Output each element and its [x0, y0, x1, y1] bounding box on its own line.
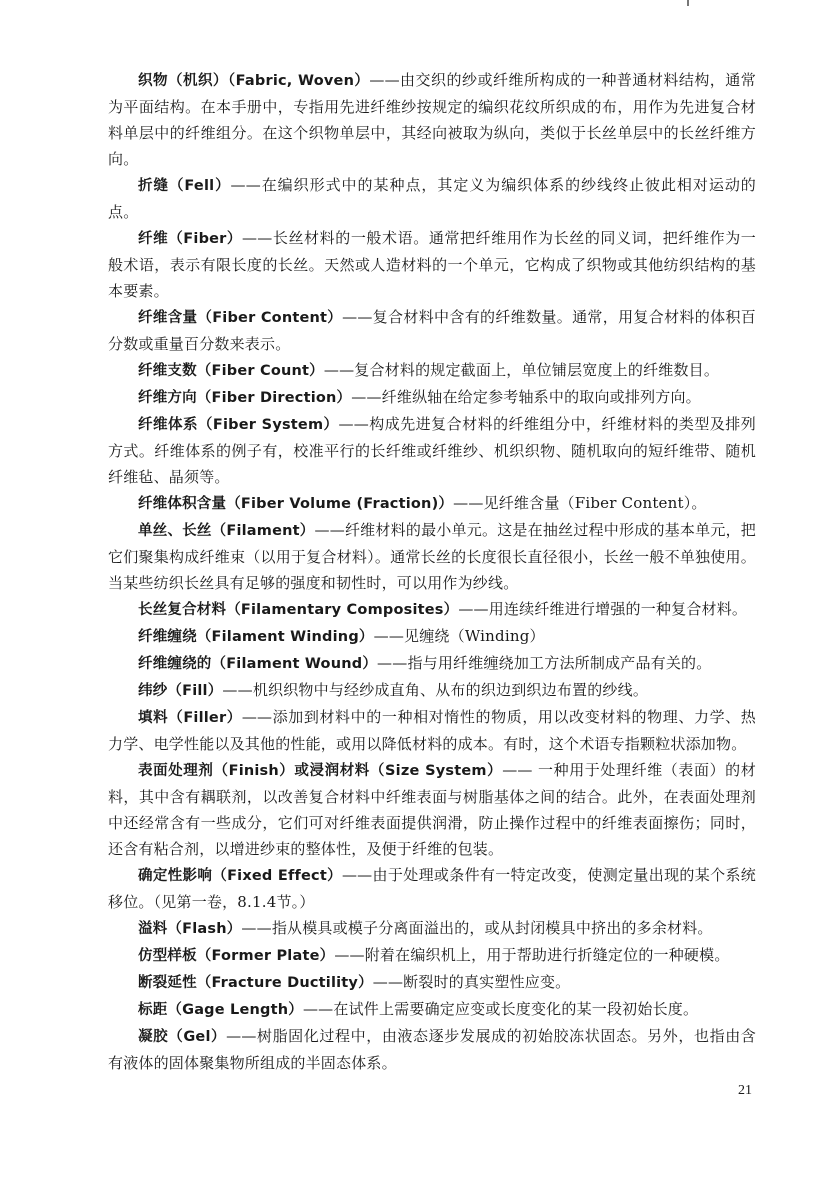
entry-term: 填料（Filler） — [138, 710, 242, 726]
glossary-page — [108, 67, 756, 1076]
glossary-entry-filler — [108, 704, 756, 757]
glossary-entry-filament-wound — [108, 650, 756, 677]
glossary-entry-filamentary-composites — [108, 596, 756, 623]
entry-term: 溢料（Flash） — [138, 921, 242, 937]
entry-definition: ——纤维纵轴在给定参考轴系中的取向或排列方向。 — [351, 388, 701, 406]
glossary-entry-fill — [108, 677, 756, 704]
entry-term: 纤维方向（Fiber Direction） — [138, 390, 352, 406]
entry-term: 确定性影响（Fixed Effect） — [138, 868, 342, 884]
glossary-entry-fiber-direction — [108, 384, 756, 411]
glossary-entry-flash — [108, 915, 756, 942]
glossary-entry-fiber-count — [108, 357, 756, 384]
entry-definition: ——见缠绕（Winding） — [373, 627, 545, 645]
entry-definition: ——树脂固化过程中，由液态逐步发展成的初始胶冻状固态。另外，也指由含有液体的固体聚集物所组成的半固态体系。 — [108, 1027, 757, 1072]
entry-definition: ——附着在编织机上，用于帮助进行折缝定位的一种硬模。 — [334, 946, 730, 964]
entry-term: 仿型样板（Former Plate） — [138, 948, 335, 964]
page-number: 21 — [738, 1083, 752, 1098]
glossary-entry-finish — [108, 757, 756, 862]
entry-term: 长丝复合材料（Filamentary Composites） — [138, 602, 459, 618]
glossary-entry-fabric-woven — [108, 67, 756, 172]
entry-definition: —— 一种用于处理纤维（表面）的材料，其中含有耦联剂，以改善复合材料中纤维表面与树脂基体之间的结合。此外，在表面处理剂中还经常含有一些成分，它们可对纤维表面提供润滑，防止操作过程中的纤维表面擦伤；同时，还含有粘合剂，以增进纱束的整体性，及便于纤维的包装。 — [108, 761, 756, 858]
entry-term: 凝胶（Gel） — [138, 1029, 227, 1045]
entry-term: 标距（Gage Length） — [138, 1002, 303, 1018]
glossary-entry-fiber-content — [108, 304, 756, 357]
entry-definition: ——长丝材料的一般术语。通常把纤维用作为长丝的同义词，把纤维作为一般术语，表示有限长度的长丝。天然或人造材料的一个单元，它构成了织物或其他纺织结构的基本要素。 — [108, 229, 757, 300]
entry-term: 单丝、长丝（Filament） — [138, 523, 315, 539]
entry-term: 纬纱（Fill） — [138, 683, 223, 699]
entry-term: 折缝（Fell） — [138, 178, 231, 194]
entry-definition: ——指与用纤维缠绕加工方法所制成产品有关的。 — [377, 654, 712, 672]
glossary-entry-gage-length — [108, 996, 756, 1023]
entry-definition: ——由交织的纱或纤维所构成的一种普通材料结构，通常为平面结构。在本手册中，专指用先进纤维纱按规定的编织花纹所织成的布，用作为先进复合材料单层中的纤维组分。在这个织物单层中，其经向被取为纵向，类似于长丝单层中的长丝纤维方向。 — [108, 71, 756, 168]
entry-definition: ——构成先进复合材料的纤维组分中，纤维材料的类型及排列方式。纤维体系的例子有，校准平行的长纤维或纤维纱、机织织物、随机取向的短纤维带、随机纤维毡、晶须等。 — [108, 415, 756, 486]
entry-definition: ——在编织形式中的某种点，其定义为编织体系的纱线终止彼此相对运动的点。 — [108, 176, 756, 221]
entry-term: 纤维缠绕（Filament Winding） — [138, 629, 374, 645]
entry-definition: ——断裂时的真实塑性应变。 — [372, 973, 571, 991]
entry-term: 断裂延性（Fracture Ductility） — [138, 975, 373, 991]
scan-artifact-mark — [687, 0, 689, 6]
glossary-entry-filament-winding — [108, 623, 756, 650]
glossary-entry-fiber-system — [108, 411, 756, 490]
entry-term: 表面处理剂（Finish）或浸润材料（Size System） — [138, 763, 503, 779]
entry-definition: ——用连续纤维进行增强的一种复合材料。 — [458, 600, 748, 618]
entry-definition: ——纤维材料的最小单元。这是在抽丝过程中形成的基本单元，把它们聚集构成纤维束（以用于复合材料）。通常长丝的长度很长直径很小，长丝一般不单独使用。当某些纺织长丝具有足够的强度和韧性时，可以用作为纱线。 — [108, 521, 756, 592]
entry-definition: ——在试件上需要确定应变或长度变化的某一段初始长度。 — [302, 1000, 699, 1018]
entry-definition: ——见纤维含量（Fiber Content）。 — [453, 494, 707, 512]
entry-definition: ——复合材料的规定截面上，单位铺层宽度上的纤维数目。 — [323, 361, 720, 379]
glossary-entry-fixed-effect — [108, 862, 756, 915]
entry-term: 纤维缠绕的（Filament Wound） — [138, 656, 378, 672]
entry-definition: ——机织织物中与经纱成直角、从布的织边到织边布置的纱线。 — [222, 681, 649, 699]
glossary-entry-fell — [108, 172, 756, 225]
entry-definition: ——复合材料中含有的纤维数量。通常，用复合材料的体积百分数或重量百分数来表示。 — [108, 308, 756, 353]
entry-definition: ——添加到材料中的一种相对惰性的物质，用以改变材料的物理、力学、热力学、电学性能以及其他的性能，或用以降低材料的成本。有时，这个术语专指颗粒状添加物。 — [108, 708, 756, 753]
entry-definition: ——指从模具或模子分离面溢出的，或从封闭模具中挤出的多余材料。 — [241, 919, 713, 937]
glossary-entry-gel — [108, 1023, 756, 1076]
entry-term: 织物（机织）（Fabric, Woven） — [138, 73, 370, 89]
entry-term: 纤维体积含量（Fiber Volume (Fraction)） — [138, 496, 454, 512]
glossary-entry-fiber-volume — [108, 490, 756, 517]
glossary-entry-fiber — [108, 225, 756, 304]
entry-definition: ——由于处理或条件有一特定改变，使测定量出现的某个系统移位。（见第一卷，8.1.4节。） — [108, 866, 757, 911]
entry-term: 纤维支数（Fiber Count） — [138, 363, 324, 379]
glossary-entry-fracture-ductility — [108, 969, 756, 996]
glossary-entry-former-plate — [108, 942, 756, 969]
entry-term: 纤维（Fiber） — [138, 231, 243, 247]
entry-term: 纤维体系（Fiber System） — [138, 417, 339, 433]
entry-term: 纤维含量（Fiber Content） — [138, 310, 343, 326]
glossary-entry-filament — [108, 517, 756, 596]
